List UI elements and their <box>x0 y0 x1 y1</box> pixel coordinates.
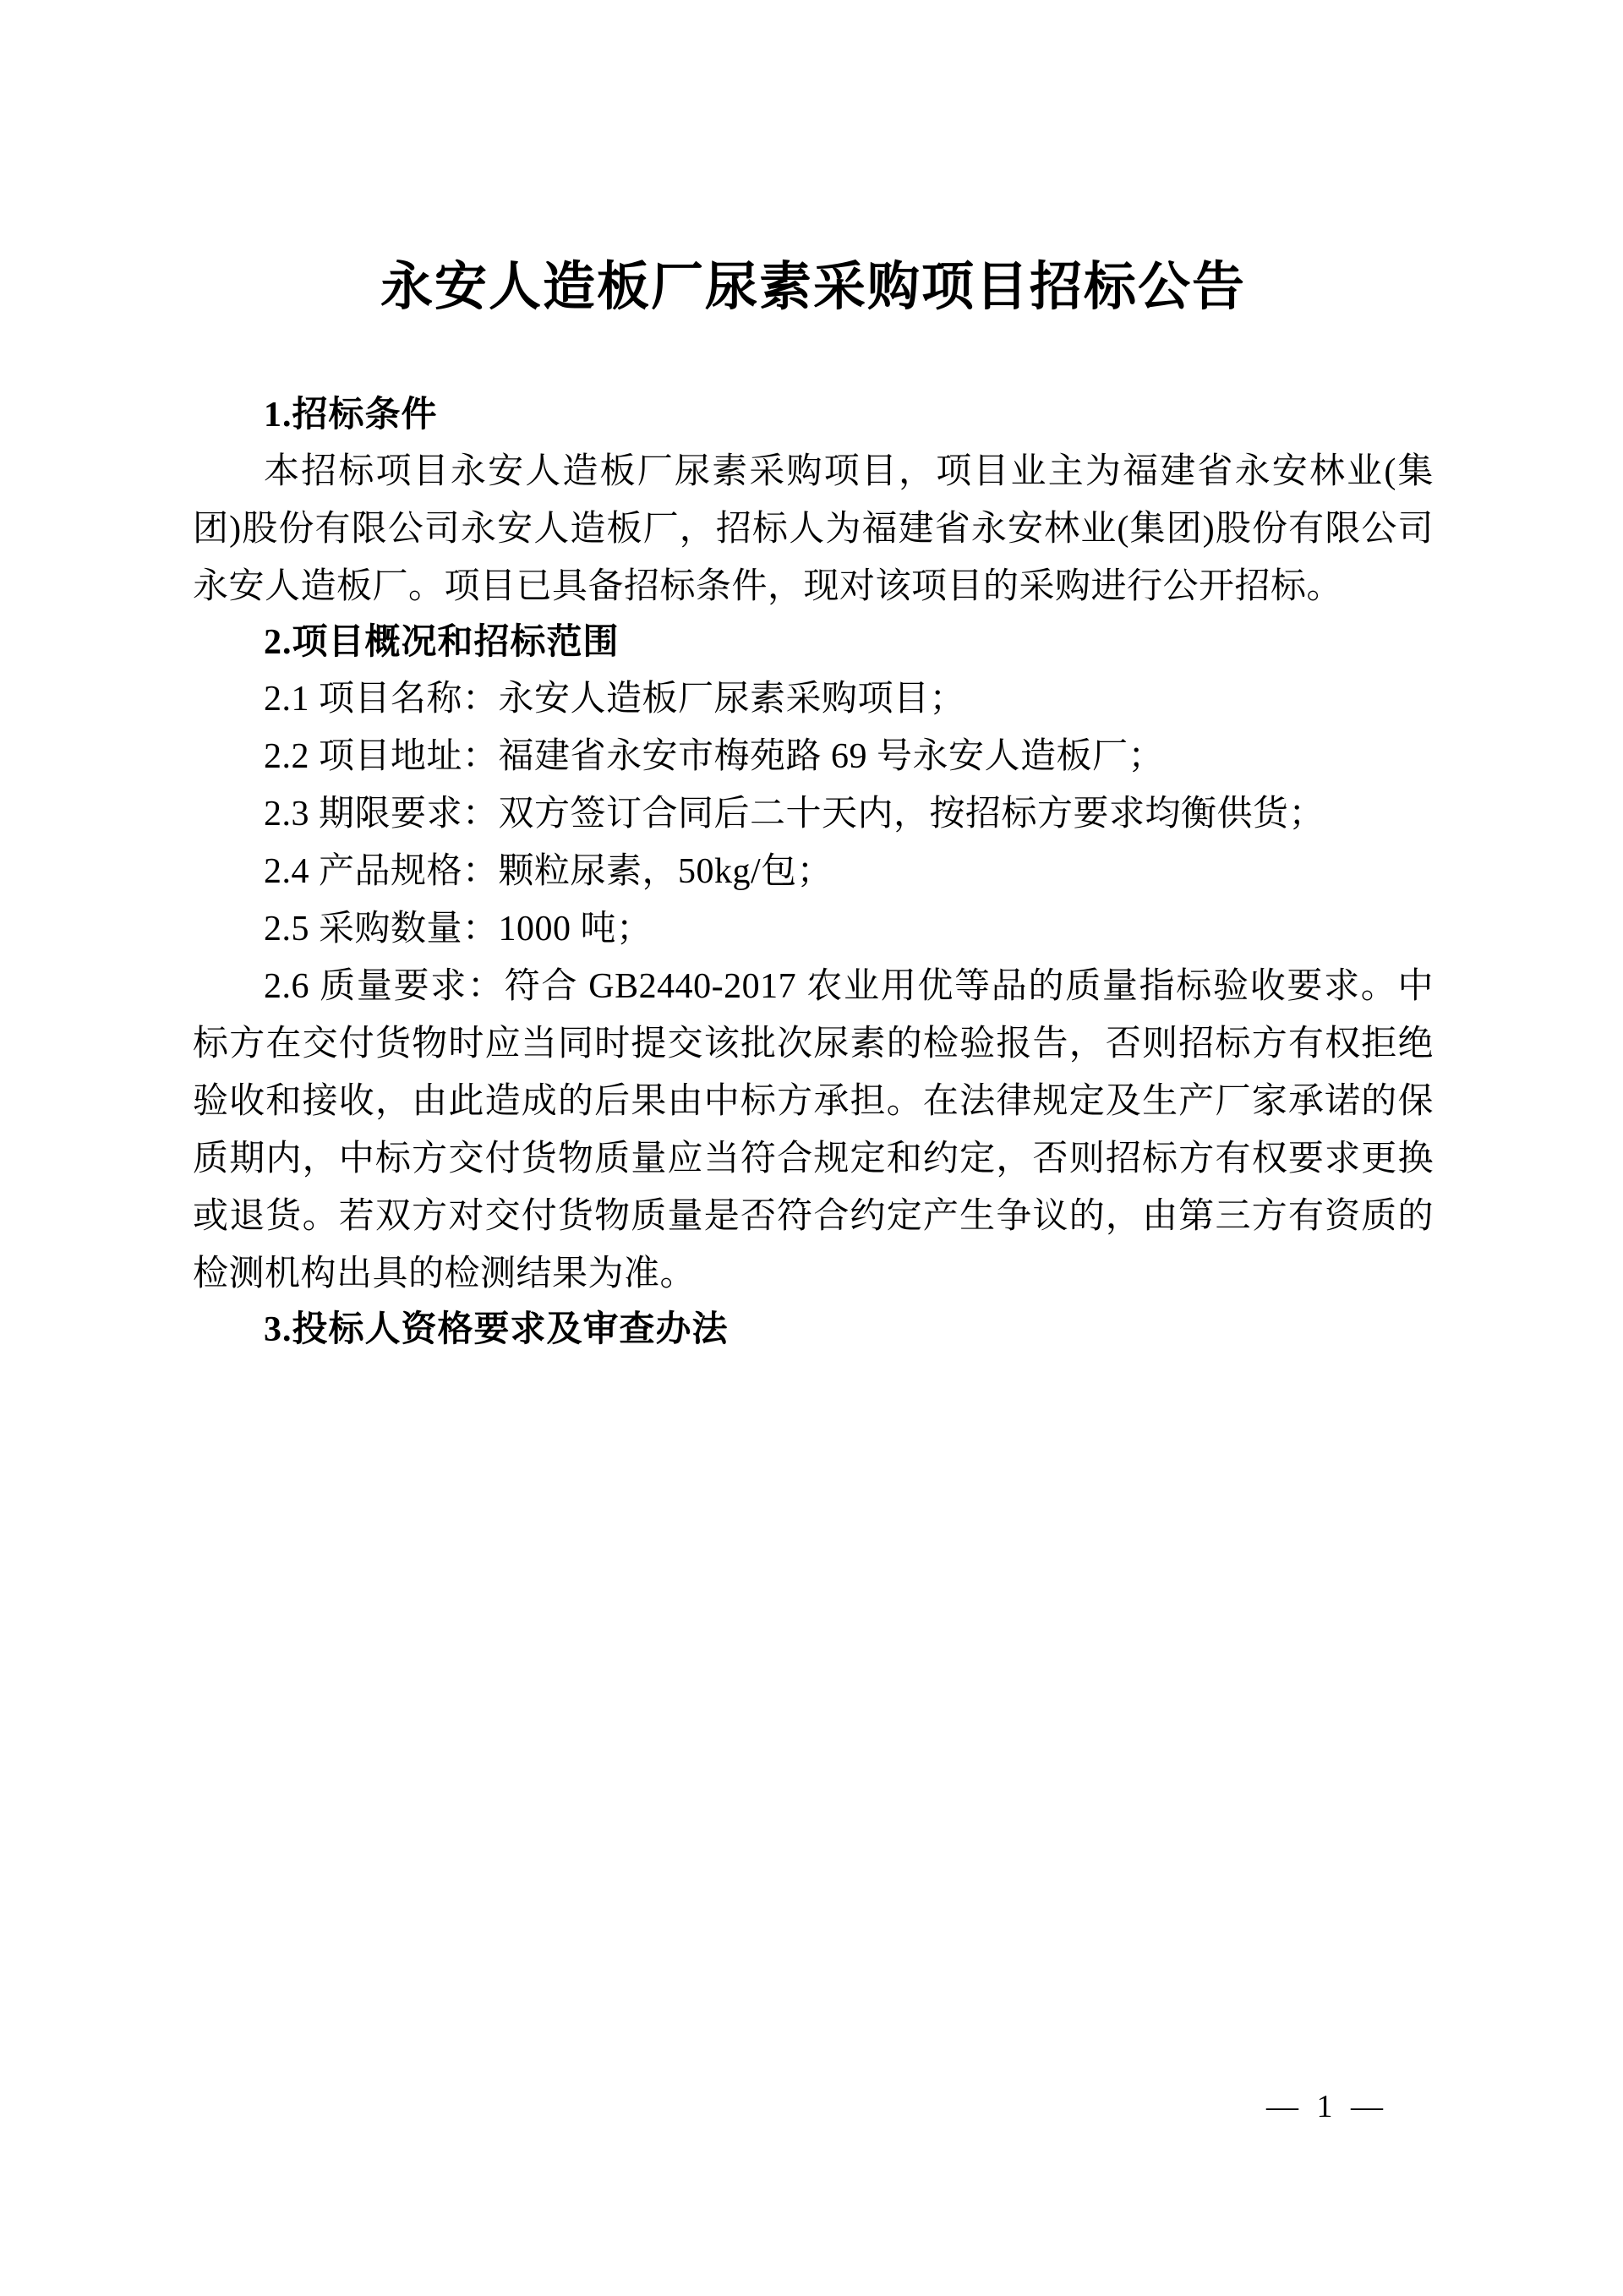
clause-2-5: 2.5 采购数量：1000 吨； <box>264 910 653 948</box>
section-heading-2: 2.项目概况和招标范围 <box>264 622 620 662</box>
clause-2-4: 2.4 产品规格：颗粒尿素，50kg/包； <box>264 851 833 891</box>
document-body <box>193 254 1434 1358</box>
section-heading-1: 1.招标条件 <box>264 395 438 435</box>
page-title: 永安人造板厂尿素采购项目招标公告 <box>380 259 1246 316</box>
section-2 <box>193 615 1434 1303</box>
section-3 <box>193 1303 1434 1358</box>
clause-2-6: 2.6 质量要求：符合 GB2440-2017 农业用优等品的质量指标验收要求。中标方在交付货物时应当同时提交该批次尿素的检验报告，否则招标方有权拒绝验收和接收，由此造成的后果由中标方承担。在法律规定及生产厂家承诺的保质期内，中标方交付货物质量应当符合规定和约定，否则招标方有权要求更换或退货。若双方对交付货物质量是否符合约定产生争议的，由第三方有资质的检测机构出具的检测结果为准。 <box>193 967 1434 1294</box>
clause-2-2: 2.2 项目地址：福建省永安市梅苑路 69 号永安人造板厂； <box>264 736 1165 776</box>
clause-2-3: 2.3 期限要求：双方签订合同后二十天内，按招标方要求均衡供货； <box>264 794 1325 834</box>
section-1-paragraph-1: 本招标项目永安人造板厂尿素采购项目，项目业主为福建省永安林业(集团)股份有限公司永安人造板厂，招标人为福建省永安林业(集团)股份有限公司永安人造板厂。项目已具备招标条件，现对该项目的采购进行公开招标。 <box>193 451 1434 606</box>
section-heading-3: 3.投标人资格要求及审查办法 <box>264 1310 729 1350</box>
section-1 <box>193 388 1434 615</box>
page-footer <box>0 2088 1623 2125</box>
page-number: — 1 — <box>1266 2089 1388 2124</box>
clause-2-1: 2.1 项目名称：永安人造板厂尿素采购项目； <box>264 679 966 719</box>
